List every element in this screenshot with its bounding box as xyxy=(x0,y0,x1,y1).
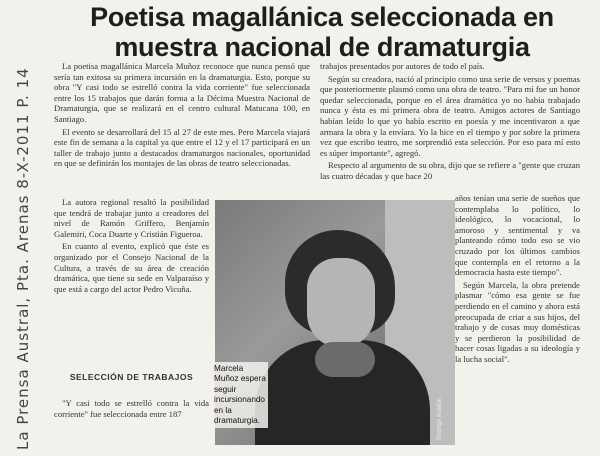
photo-scarf xyxy=(315,342,375,377)
subheading: SELECCIÓN DE TRABAJOS xyxy=(69,372,194,382)
photo-caption: Marcela Muñoz espera seguir incursionando en la dramaturgia. xyxy=(212,362,268,428)
photo-credit xyxy=(437,397,449,440)
article-column-right xyxy=(455,193,580,367)
paragraph: La autora regional resaltó la posibilidad que tendrá de trabajar junto a creadores del nivel de Ramón Griffero, Benjamín Galemiri, Coca Duarte y Cristián Figueroa. xyxy=(54,197,209,239)
photo-face xyxy=(307,258,375,348)
paragraph: La poetisa magallánica Marcela Muñoz reconoce que nunca pensó que sería tan exitosa su primera incursión en la dramaturgia. Esto, porque su obra "Y casi todo se estrelló contra la vida corriente" fue seleccionada entre los 15 trabajos que darán forma a la Décima Muestra Nacional de Dramaturgia, que se realizará en el centro cultural Matucana 100, en Santiago. xyxy=(54,61,310,124)
margin-note-text: La Prensa Austral, Pta. Arenas 8-X-2011 P. 14 xyxy=(14,67,32,450)
article-column-left xyxy=(54,197,209,296)
paragraph: "Y casi todo se estrelló contra la vida corriente" fue seleccionada entre 187 xyxy=(54,398,209,419)
article-column-top xyxy=(54,61,310,171)
paragraph: Respecto al argumento de su obra, dijo que se refiere a "gente que cruzan las cuatro décadas y que hace 20 xyxy=(320,160,580,181)
paragraph: trabajos presentados por autores de todo el país. xyxy=(320,61,485,71)
paragraph: Según Marcela, la obra pretende plasmar "cómo esa gente se fue perdiendo en el camino y ahora está preocupada de criar a sus hijos, del trabajo y de cosas muy domésticas y se perdieron la posibilidad de hacer cosas ligadas a su ideología y la lucha social". xyxy=(455,279,580,364)
headline: Poetisa magallánica seleccionada en muestra nacional de dramaturgia xyxy=(90,2,554,62)
article-column-right-top xyxy=(320,61,580,184)
paragraph: En cuanto al evento, explicó que éste es organizado por el Consejo Nacional de la Cultura, a través de su área de creación dramática, que tiene su sede en Valparaíso y que está a cargo del actor Pedro Vicuña. xyxy=(54,241,209,294)
paragraph: Según su creadora, nació al principio como una serie de versos y poemas que posteriormente plasmó como una obra de teatro. "Para mí fue un honor quedar seleccionada, porque en el área dramática yo no había trabajado nunca y ésta es mi primera obra de teatro. Amigos actores de Santiago habían leído lo que yo había escrito en poesía y me incentivaron a que armara la obra y la envíara. Yo la hice en el tiempo y por sobre la primera vez que escribo teatro, me sorprendió esta selección. Por eso para mí esto es súper importante", agregó. xyxy=(320,73,580,158)
paragraph: El evento se desarrollará del 15 al 27 de este mes. Pero Marcela viajará este fin de semana a la capital ya que entre el 12 y el 17 participará en un taller de trabajo junto a destacados dramaturgos nacionales, oportunidad en que se definirán los montajes de las obras de teatro seleccionadas. xyxy=(54,126,310,169)
photo-credit-text: Rodrigo Aceitón xyxy=(437,397,443,440)
article-column-left-bottom xyxy=(54,398,209,421)
paragraph: años tenían una serie de sueños que contemplaba lo político, lo ideológico, lo vocacional, lo amoroso y sentimental y va planteando cómo todo eso se vio cruzado por los últimos cambios que contempla en el retorno a la democracia hasta este tiempo". xyxy=(455,193,580,278)
handwritten-margin-note xyxy=(0,20,32,450)
